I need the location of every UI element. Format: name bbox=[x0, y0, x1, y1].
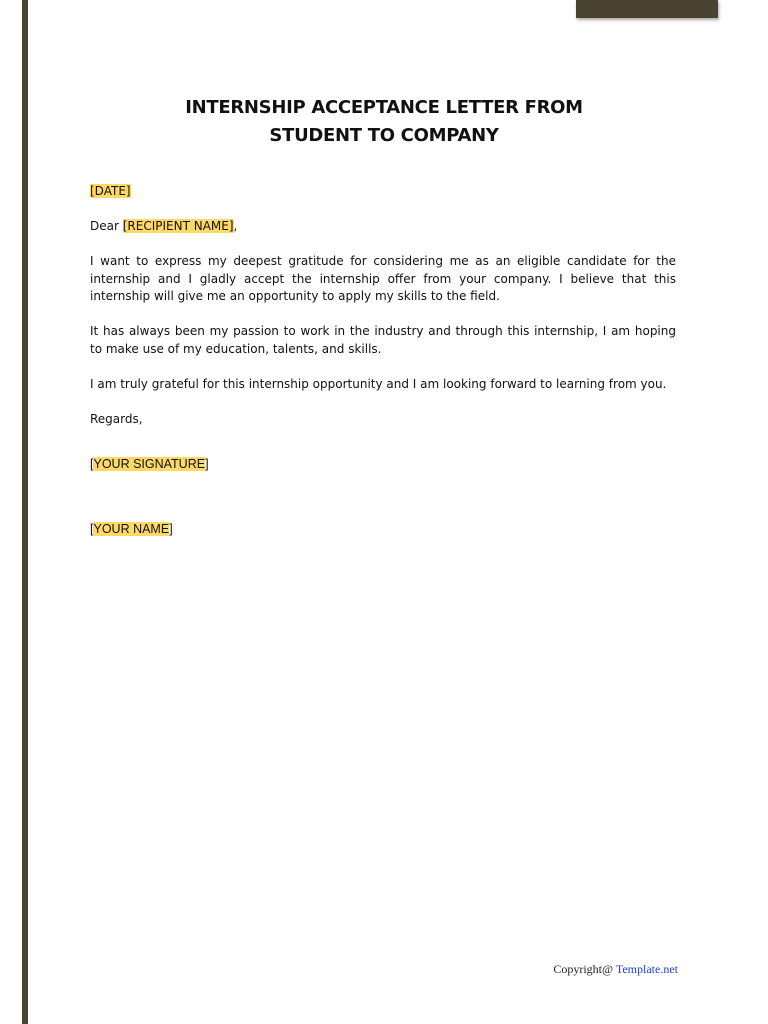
paragraph-1: I want to express my deepest gratitude for considering me as an eligible candidate for the internship and I gladly accept the internship offer from your company. I believe that this internship will give me an opportunity to apply my skills to the field. bbox=[90, 254, 676, 303]
paragraph-2: It has always been my passion to work in the industry and through this internship, I am hoping to make use of my education, talents, and skills. bbox=[90, 324, 676, 356]
title-line-2: STUDENT TO COMPANY bbox=[269, 125, 499, 146]
signature-bracket-open: [ bbox=[90, 457, 94, 471]
salutation-text: Dear bbox=[90, 219, 123, 233]
salutation-comma: , bbox=[233, 219, 238, 233]
name-placeholder: YOUR NAME bbox=[93, 522, 170, 536]
title-line-1: INTERNSHIP ACCEPTANCE LETTER FROM bbox=[185, 97, 583, 118]
left-border-rule bbox=[22, 0, 28, 1024]
date-placeholder: [DATE] bbox=[90, 184, 131, 198]
recipient-placeholder: [RECIPIENT NAME] bbox=[122, 219, 234, 233]
copyright-text: Copyright@ bbox=[553, 962, 616, 976]
signature-placeholder: YOUR SIGNATURE bbox=[93, 457, 206, 471]
paragraph-3: I am truly grateful for this internship opportunity and I am looking forward to learning from you. bbox=[90, 377, 667, 391]
signature-line bbox=[90, 456, 676, 474]
signature-bracket-close: ] bbox=[205, 457, 209, 471]
letter-title bbox=[90, 94, 678, 150]
template-link[interactable]: Template.net bbox=[615, 962, 678, 976]
closing-line: Regards, bbox=[90, 412, 143, 426]
corner-tab-decoration bbox=[576, 0, 718, 18]
name-bracket-close: ] bbox=[169, 522, 173, 536]
date-line bbox=[90, 183, 676, 201]
copyright-footer bbox=[553, 962, 678, 977]
name-line bbox=[90, 521, 676, 539]
salutation-line bbox=[90, 218, 676, 236]
name-bracket-open: [ bbox=[90, 522, 94, 536]
